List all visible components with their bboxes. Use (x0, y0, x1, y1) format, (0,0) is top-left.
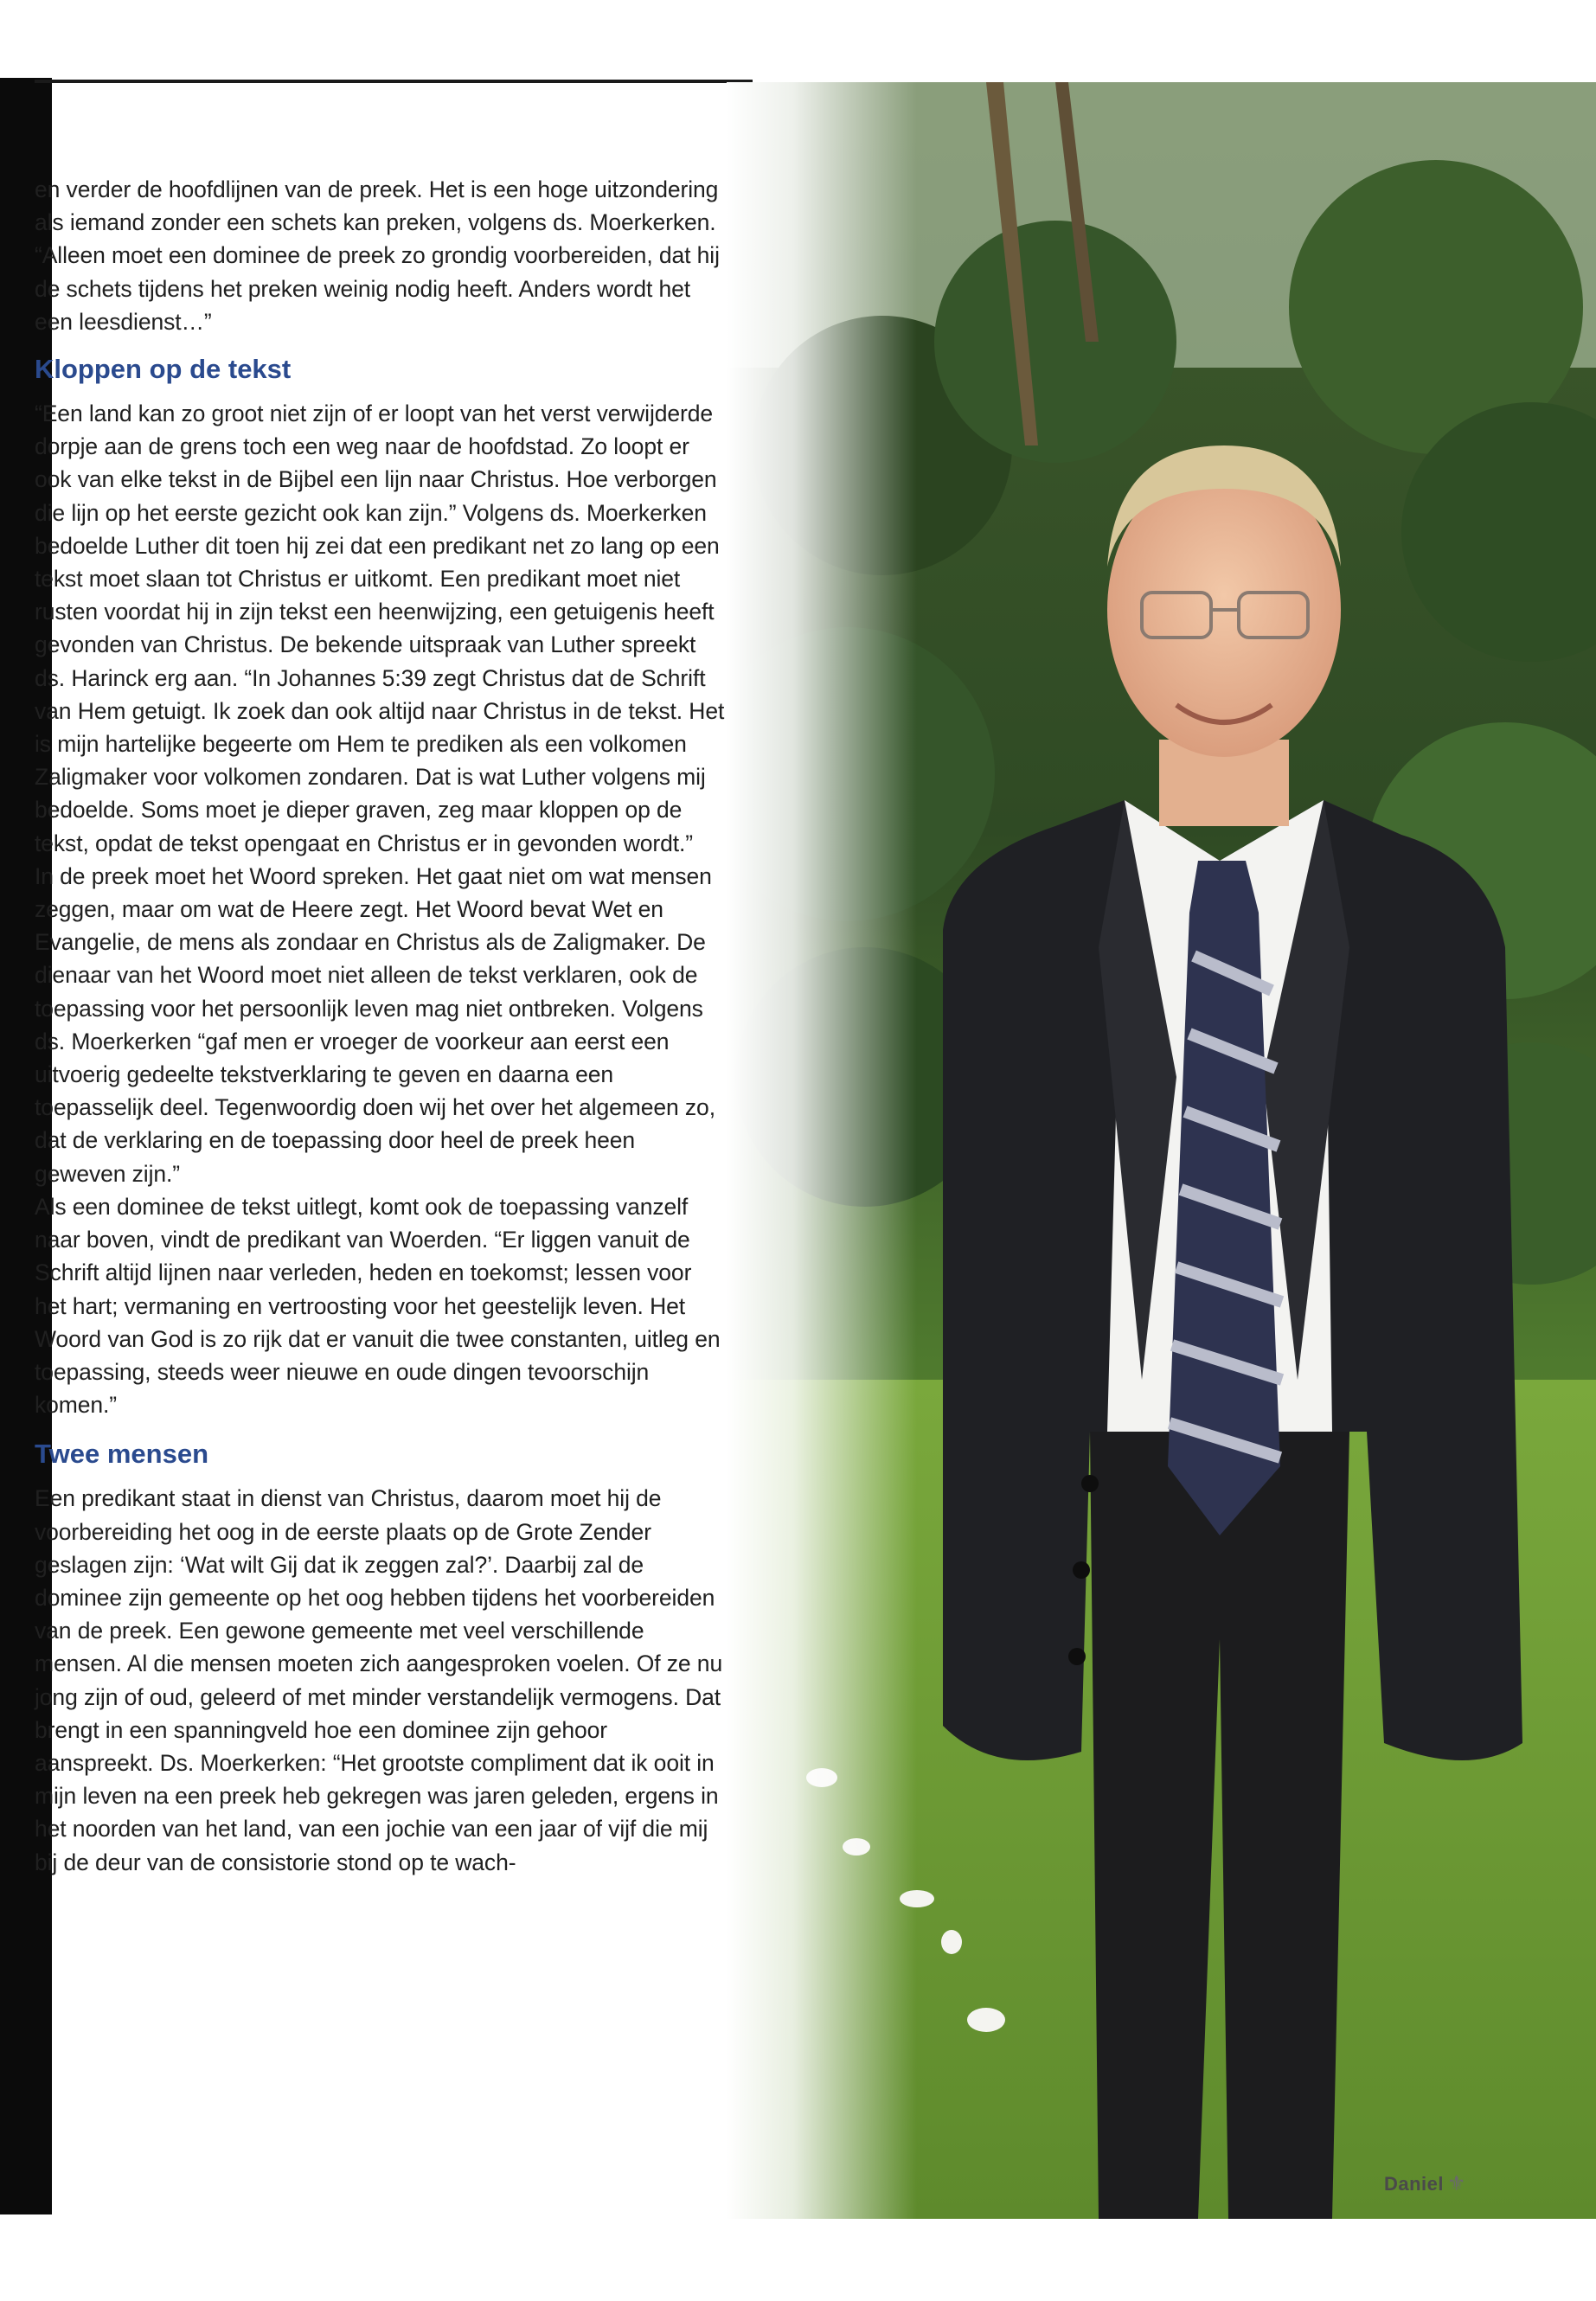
article-paragraph: “Een land kan zo groot niet zijn of er loopt van het verst verwijderde dorpje aan de grens toch een weg naar de hoofdstad. Zo loopt er ook van elke tekst in de Bijbel een lijn naar Christus. Hoe verborgen die lijn op het eerste gezicht ook kan zijn.” Volgens ds. Moerkerken bedoelde Luther dit toen hij zei dat een predikant net zo lang op een tekst moet slaan tot Christus er uitkomt. Een predikant moet niet rusten voordat hij in zijn tekst een heenwijzing, een getuigenis heeft gevonden van Christus. De bekende uitspraak van Luther spreekt ds. Harinck erg aan. “In Johannes 5:39 zegt Christus dat de Schrift van Hem getuigt. Ik zoek dan ook altijd naar Christus in de tekst. Het is mijn hartelijke begeerte om Hem te prediken als een volkomen Zaligmaker voor volkomen zondaren. Dat is wat Luther volgens mij bedoelde. Soms moet je dieper graven, zeg maar kloppen op de tekst, opdat de tekst opengaat en Christus er in gevonden wordt.” (35, 401, 725, 856)
photo-edge-fade (727, 82, 917, 2219)
section-heading-twee-mensen: Twee mensen (35, 1439, 209, 1470)
magazine-brand-mark (1384, 2171, 1466, 2196)
scan-top-line (35, 80, 753, 83)
portrait-photo (727, 82, 1596, 2219)
fleur-icon: ⚜ (1447, 2172, 1467, 2195)
article-text-column (35, 173, 727, 1879)
article-paragraph: Een predikant staat in dienst van Christus, daarom moet hij de voorbereiding het oog in de eerste plaats op de Grote Zender geslagen zijn: ‘Wat wilt Gij dat ik zeggen zal?’. Daarbij zal de dominee zijn gemeente op het oog hebben tijdens het voorbereiden van de preek. Een gewone gemeente met veel verschillende mensen. Al die mensen moeten zich aangesproken voelen. Of ze nu jong zijn of oud, geleerd of met minder verstandelijk vermogens. Dat brengt in een spanningveld hoe een dominee zijn gehoor aanspreekt. Ds. Moerkerken: “Het grootste compliment dat ik ooit in mijn leven na een preek heb gekregen was jaren geleden, ergens in het noorden van het land, van een jochie van een jaar of vijf die mij bij de deur van de consistorie stond op te wach- (35, 1485, 723, 1875)
article-paragraph: en verder de hoofdlijnen van de preek. Het is een hoge uitzondering als iemand zonder een schets kan preken, volgens ds. Moerkerken. “Alleen moet een dominee de preek zo grondig voorbereiden, dat hij de schets tijdens het preken weinig nodig heeft. Anders wordt het een leesdienst…” (35, 176, 720, 335)
brand-name: Daniel (1384, 2173, 1445, 2195)
section-heading-kloppen: Kloppen op de tekst (35, 354, 292, 385)
article-paragraph: Als een dominee de tekst uitlegt, komt ook de toepassing vanzelf naar boven, vindt de predikant van Woerden. “Er liggen vanuit de Schrift altijd lijnen naar verleden, heden en toekomst; lessen voor het hart; vermaning en vertroosting voor het geestelijk leven. Het Woord van God is zo rijk dat er vanuit die twee constanten, uitleg en toepassing, steeds weer nieuwe en oude dingen tevoorschijn komen.” (35, 1193, 721, 1419)
article-paragraph: In de preek moet het Woord spreken. Het gaat niet om wat mensen zeggen, maar om wat de Heere zegt. Het Woord bevat Wet en Evangelie, de mens als zondaar en Christus als de Zaligmaker. De dienaar van het Woord moet niet alleen de tekst verklaren, ook de toepassing voor het persoonlijk leven mag niet ontbreken. Volgens ds. Moerkerken “gaf men er vroeger de voorkeur aan eerst een uitvoerig gedeelte tekstverklaring te geven en daarna een toepasselijk deel. Tegenwoordig doen wij het over het algemeen zo, dat de verklaring en de toepassing door heel de preek heen geweven zijn.” (35, 862, 715, 1187)
